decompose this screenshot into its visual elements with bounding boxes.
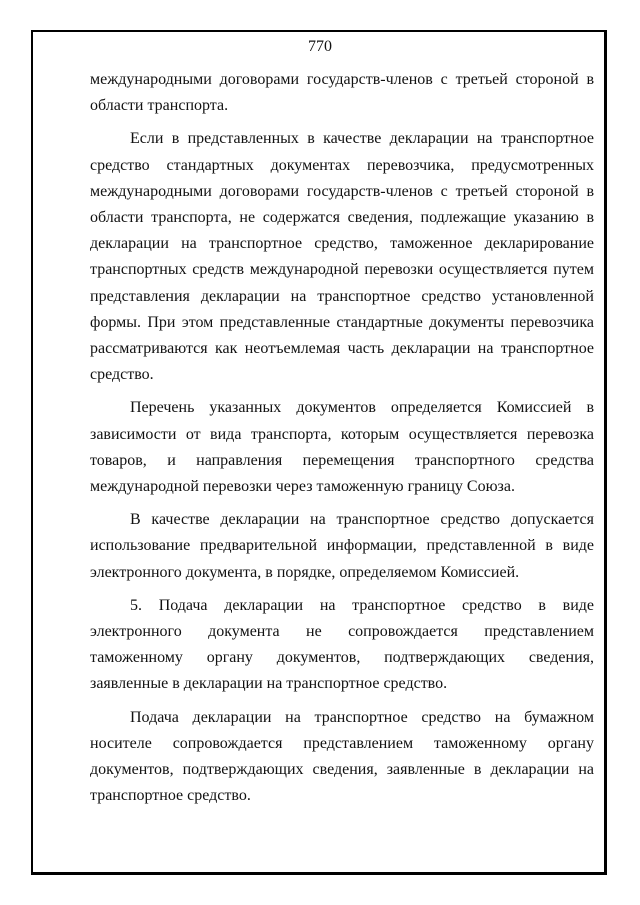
paragraph-document-list: Перечень указанных документов определяется Комиссией в зависимости от вида транспорта, которым осуществляется перевозка товаров, и направления перемещения транспортного средства международной перевозки через таможенную границу Союза. — [90, 399, 594, 496]
paragraph-preliminary-information: В качестве декларации на транспортное средство допускается использование предварительной информации, представленной в виде электронного документа, в порядке, определяемом Комиссией. — [90, 511, 594, 581]
document-body — [90, 67, 594, 816]
paragraph-paper-submission: Подача декларации на транспортное средство на бумажном носителе сопровождается представлением таможенному органу документов, подтверждающих сведения, заявленные в декларации на транспортное средство. — [90, 708, 594, 805]
paragraph-electronic-submission: 5. Подача декларации на транспортное средство в виде электронного документа не сопровождается представлением таможенному органу документов, подтверждающих сведения, заявленные в декларации на транспортное средство. — [90, 596, 594, 693]
paragraph-continuation: международными договорами государств-членов с третьей стороной в области транспорта. — [90, 71, 594, 115]
paragraph-carrier-documents: Если в представленных в качестве декларации на транспортное средство стандартных документах перевозчика, предусмотренных международными договорами государств-членов с третьей стороной в области транспорта, не содержатся сведения, подлежащие указанию в декларации на транспортное средство, таможенное декларирование транспортных средств международной перевозки осуществляется путем представления декларации на транспортное средство установленной формы. При этом представленные стандартные документы перевозчика рассматриваются как неотъемлемая часть декларации на транспортное средство. — [90, 130, 594, 384]
page-number: 770 — [308, 38, 332, 55]
